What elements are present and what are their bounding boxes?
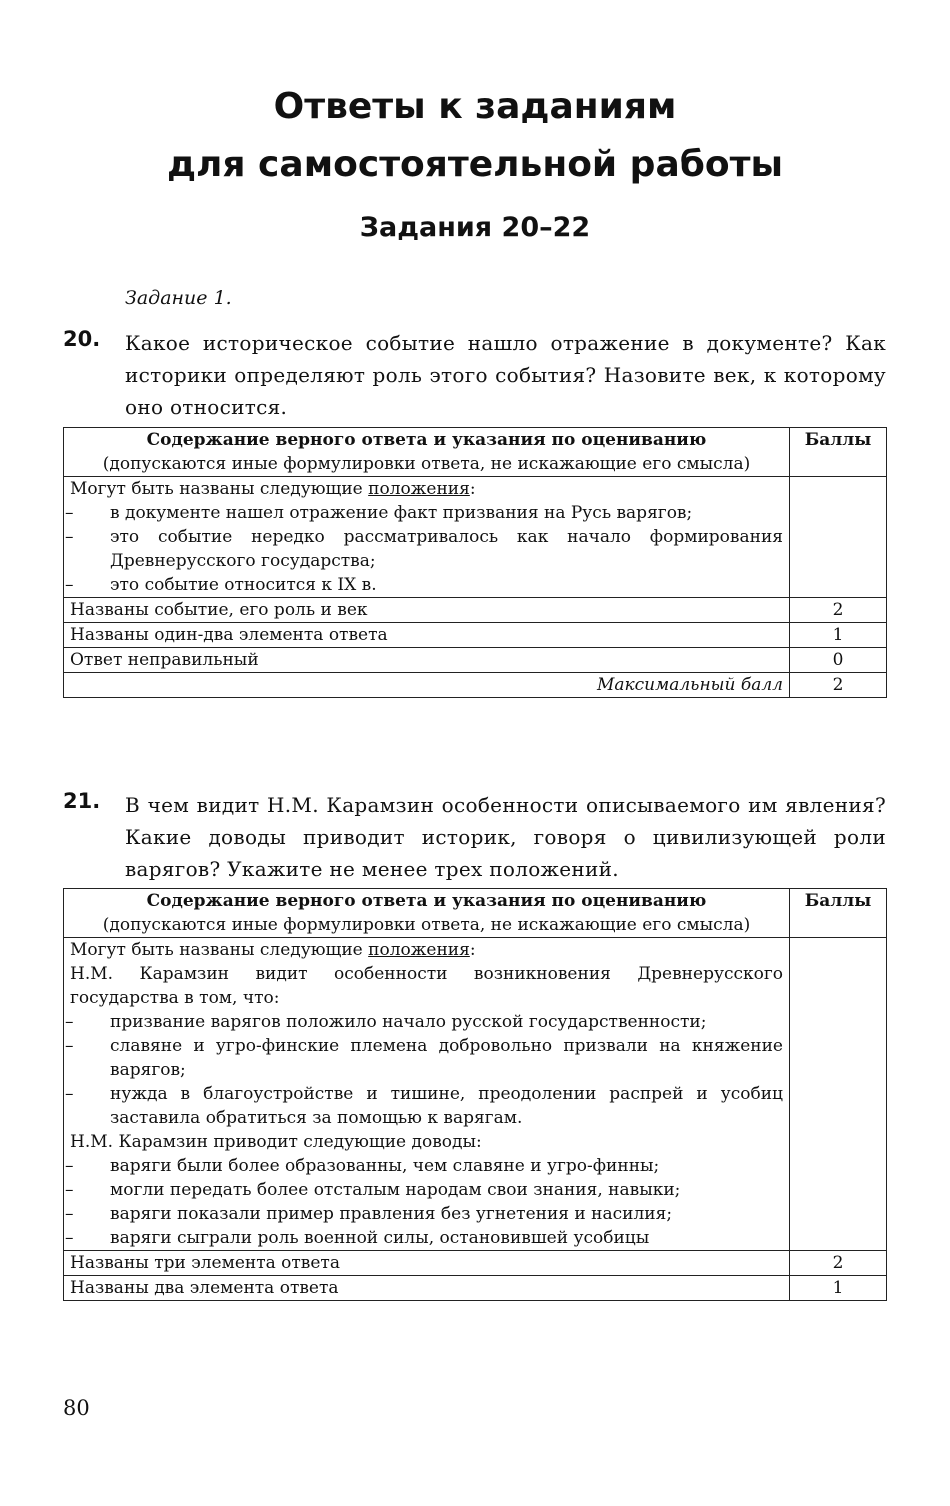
table-row [64, 648, 887, 673]
points-cell: 1 [790, 1276, 887, 1301]
task-label: Задание 1. [125, 287, 232, 309]
lead-line [70, 938, 783, 962]
table-row-max [64, 673, 887, 698]
table-row [64, 1251, 887, 1276]
points-cell: 2 [790, 598, 887, 623]
header-sub: (допускаются иные формулировки ответа, не искажающие его смысла) [102, 915, 751, 935]
list-item: – это событие относится к IX в. [70, 573, 783, 597]
question-20 [63, 327, 886, 423]
lead-colon: : [469, 940, 476, 960]
header-points-label: Баллы [804, 430, 872, 450]
page-number: 80 [63, 1396, 90, 1420]
table-row [64, 1276, 887, 1301]
content-cell [64, 938, 790, 1251]
title-line-1: Ответы к заданиям [273, 86, 677, 127]
list-item: – славяне и угро-финские племена добровольно призвали на княжение варягов; [70, 1034, 783, 1082]
header-sub: (допускаются иные формулировки ответа, не искажающие его смысла) [102, 454, 751, 474]
section-subtitle: Задания 20–22 [359, 212, 591, 243]
list-item: – в документе нашел отражение факт призвания на Русь варягов; [70, 501, 783, 525]
lead-colon: : [469, 479, 476, 499]
list-item: – нужда в благоустройстве и тишине, преодолении распрей и усобиц заставила обратиться за помощью к варягам. [70, 1082, 783, 1130]
lead-line [70, 477, 783, 501]
table-row [64, 477, 887, 598]
intro-paragraph: Н.М. Карамзин приводит следующие доводы: [70, 1132, 482, 1152]
list-item: – варяги сыграли роль военной силы, остановившей усобицы [70, 1226, 783, 1250]
points-cell: 0 [790, 648, 887, 673]
header-points-label: Баллы [804, 891, 872, 911]
points-cell [790, 938, 887, 1251]
question-20-number: 20. [63, 327, 101, 351]
header-bold: Содержание верного ответа и указания по оцениванию [146, 891, 707, 911]
criterion-cell: Названы два элемента ответа [64, 1276, 790, 1301]
criterion-cell: Названы один-два элемента ответа [64, 623, 790, 648]
lead-text: Могут быть названы следующие [70, 940, 369, 960]
header-content-cell [64, 889, 790, 938]
title-line-2: для самостоятельной работы [166, 144, 784, 185]
content-cell [64, 477, 790, 598]
criterion-cell: Ответ неправильный [64, 648, 790, 673]
points-cell: 2 [790, 1251, 887, 1276]
table-row [64, 623, 887, 648]
question-21 [63, 789, 886, 885]
list-item: – это событие нередко рассматривалось как начало формирования Древнерусского государства; [70, 525, 783, 573]
table-row [64, 938, 887, 1251]
answer-table-20 [63, 427, 887, 698]
list-item: – варяги показали пример правления без угнетения и насилия; [70, 1202, 783, 1226]
header-points-cell [790, 428, 887, 477]
intro-paragraph: Н.М. Карамзин видит особенности возникновения Древнерусского государства в том, что: [70, 964, 783, 1008]
table-row [64, 598, 887, 623]
max-points-cell: 2 [790, 673, 887, 698]
header-bold: Содержание верного ответа и указания по оцениванию [146, 430, 707, 450]
criterion-cell: Названы три элемента ответа [64, 1251, 790, 1276]
question-21-text: В чем видит Н.М. Карамзин особенности описываемого им явления? Какие доводы приводит историк, говоря о цивилизующей роли варягов? Укажите не менее трех положений. [125, 793, 886, 881]
criterion-cell: Названы событие, его роль и век [64, 598, 790, 623]
answer-table-21 [63, 888, 887, 1301]
lead-underlined: положения [368, 479, 470, 499]
list-item: – призвание варягов положило начало русской государственности; [70, 1010, 783, 1034]
question-20-text: Какое историческое событие нашло отражение в документе? Как историки определяют роль этого события? Назовите век, к которому оно относится. [125, 331, 886, 419]
header-content-cell [64, 428, 790, 477]
lead-text: Могут быть названы следующие [70, 479, 369, 499]
points-cell: 1 [790, 623, 887, 648]
list-item: – могли передать более отсталым народам свои знания, навыки; [70, 1178, 783, 1202]
list-item: – варяги были более образованны, чем славяне и угро-финны; [70, 1154, 783, 1178]
table-header-row [64, 428, 887, 477]
max-label-cell: Максимальный балл [64, 673, 790, 698]
lead-underlined: положения [368, 940, 470, 960]
points-cell [790, 477, 887, 598]
question-21-number: 21. [63, 789, 101, 813]
page-title [0, 78, 950, 194]
header-points-cell [790, 889, 887, 938]
table-header-row [64, 889, 887, 938]
